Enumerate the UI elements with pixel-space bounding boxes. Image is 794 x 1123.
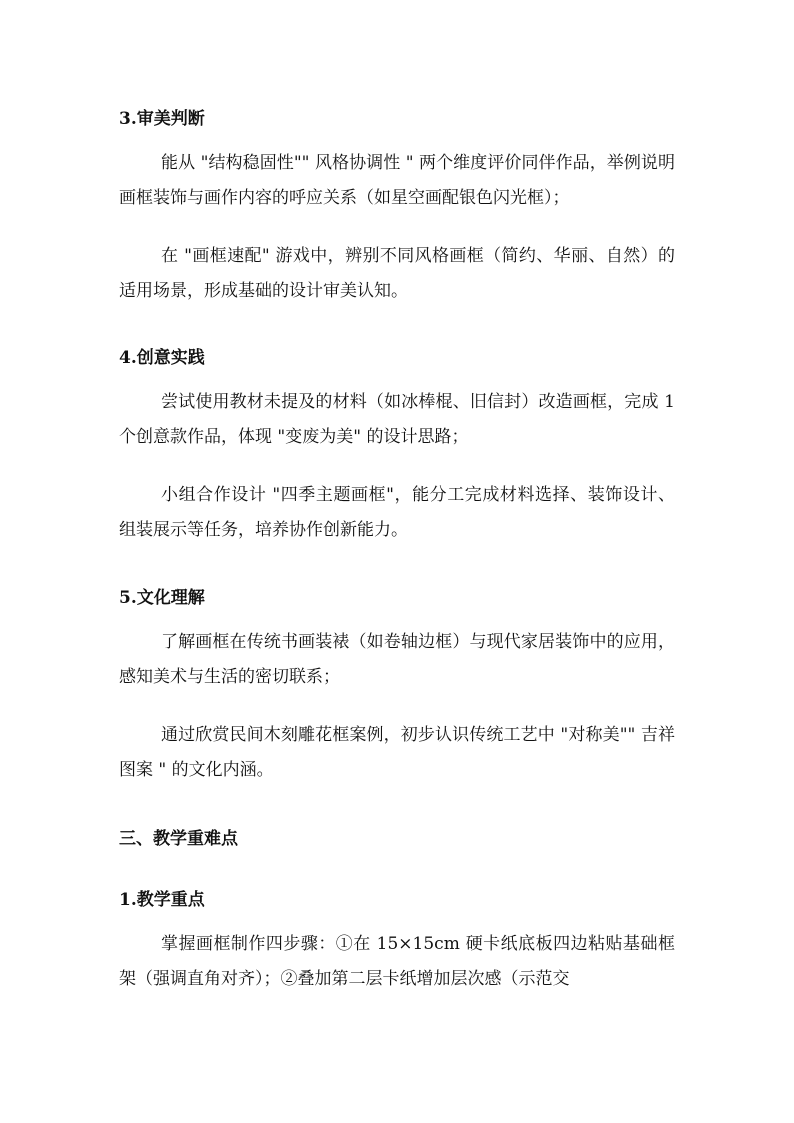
paragraph-creative-2: 小组合作设计 "四季主题画框"，能分工完成材料选择、装饰设计、组装展示等任务，培养协作创新能力。 <box>119 485 675 540</box>
paragraph-creative-1: 尝试使用教材未提及的材料（如冰棒棍、旧信封）改造画框，完成 1 个创意款作品，体现 "变废为美" 的设计思路； <box>119 392 675 447</box>
chapter-heading-teaching-key-points: 三、教学重难点 <box>119 829 238 849</box>
paragraph-cultural-1: 了解画框在传统书画装裱（如卷轴边框）与现代家居装饰中的应用，感知美术与生活的密切联系； <box>119 632 675 687</box>
section-heading-cultural-understanding: 5.文化理解 <box>119 588 205 608</box>
paragraph-teaching-focus: 掌握画框制作四步骤：①在 15×15cm 硬卡纸底板四边粘贴基础框架（强调直角对齐）；②叠加第二层卡纸增加层次感（示范交 <box>119 934 675 989</box>
paragraph-aesthetic-1: 能从 "结构稳固性"" 风格协调性 " 两个维度评价同伴作品，举例说明画框装饰与画作内容的呼应关系（如星空画配银色闪光框）； <box>119 153 675 208</box>
paragraph-cultural-2: 通过欣赏民间木刻雕花框案例，初步认识传统工艺中 "对称美"" 吉祥图案 " 的文化内涵。 <box>119 725 675 780</box>
paragraph-aesthetic-2: 在 "画框速配" 游戏中，辨别不同风格画框（简约、华丽、自然）的适用场景，形成基础的设计审美认知。 <box>119 246 675 301</box>
section-heading-creative-practice: 4.创意实践 <box>119 348 205 368</box>
section-heading-teaching-focus: 1.教学重点 <box>119 890 205 910</box>
section-heading-aesthetic-judgment: 3.审美判断 <box>119 109 205 129</box>
